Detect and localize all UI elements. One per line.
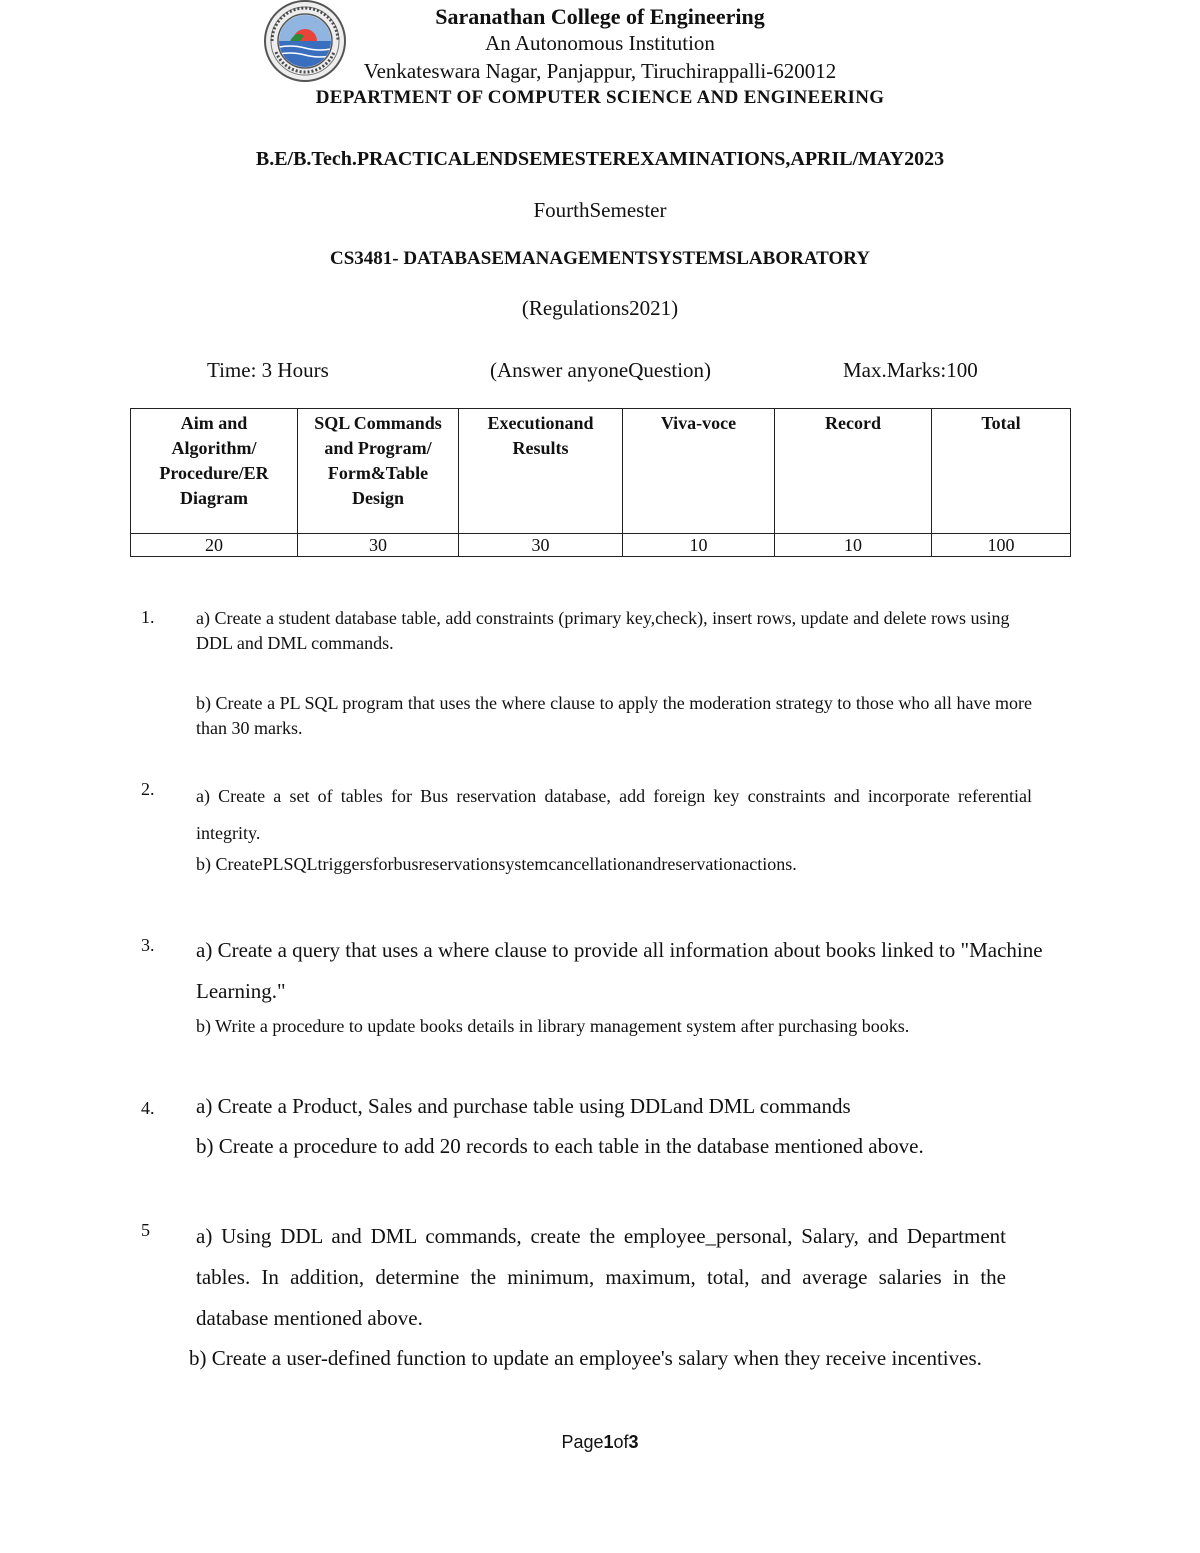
- question-part-b: b) Create a procedure to add 20 records to each table in the database mentioned above.: [196, 1134, 924, 1158]
- table-header-row: [131, 409, 1071, 534]
- table-cell: 10: [775, 534, 932, 557]
- page-total: 3: [628, 1432, 639, 1452]
- table-cell: 30: [459, 534, 623, 557]
- exam-title: B.E/B.Tech.PRACTICALENDSEMESTEREXAMINATIONS,APRIL/MAY2023: [255, 148, 945, 170]
- question-number: 1.: [141, 607, 155, 627]
- semester: FourthSemester: [533, 198, 667, 222]
- page-of: of: [613, 1432, 629, 1452]
- question-part-a: a) Create a set of tables for Bus reservation database, add foreign key constraints and incorporate referential integrity.: [196, 786, 1032, 843]
- exam-instruction: (Answer anyoneQuestion): [490, 358, 712, 382]
- table-cell: 10: [623, 534, 775, 557]
- marks-table: [130, 408, 1071, 557]
- table-header-cell: Total: [932, 409, 1071, 534]
- question-number: 4.: [141, 1098, 155, 1118]
- page-current: 1: [603, 1432, 614, 1452]
- question-number: 3.: [141, 935, 155, 955]
- table-header-cell: Viva-voce: [623, 409, 775, 534]
- table-header-cell: Aim and Algorithm/ Procedure/ER Diagram: [131, 409, 298, 534]
- table-cell: 20: [131, 534, 298, 557]
- college-name: Saranathan College of Engineering: [435, 4, 765, 29]
- question-number: 5: [141, 1220, 150, 1240]
- table-cell: 100: [932, 534, 1071, 557]
- question-number: 2.: [141, 779, 155, 799]
- table-header-cell: Executionand Results: [459, 409, 623, 534]
- regulations: (Regulations2021): [521, 296, 679, 320]
- table-header-cell: SQL Commands and Program/ Form&Table Design: [298, 409, 459, 534]
- question-part-a: a) Create a Product, Sales and purchase table using DDLand DML commands: [196, 1094, 851, 1118]
- table-row: [131, 534, 1071, 557]
- question-part-a: a) Using DDL and DML commands, create the employee_personal, Salary, and Department tables. In addition, determine the minimum, maximum, total, and average salaries in the database mentioned above.: [196, 1224, 1006, 1330]
- table-cell: 30: [298, 534, 459, 557]
- institution-type: An Autonomous Institution: [485, 31, 715, 55]
- page-label: Page: [561, 1432, 604, 1452]
- college-address: Venkateswara Nagar, Panjappur, Tiruchirappalli-620012: [363, 59, 837, 83]
- question-part-a: a) Create a student database table, add constraints (primary key,check), insert rows, update and delete rows using DDL and DML commands.: [196, 608, 1010, 653]
- question-part-b: b) Create a PL SQL program that uses the where clause to apply the moderation strategy to those who all have more than 30 marks.: [196, 693, 1032, 738]
- question-part-a: a) Create a query that uses a where clause to provide all information about books linked to "Machine Learning.": [196, 938, 1043, 1003]
- page-number: [0, 1432, 1200, 1453]
- course-title: CS3481- DATABASEMANAGEMENTSYSTEMSLABORATORY: [329, 248, 871, 269]
- table-header-cell: Record: [775, 409, 932, 534]
- department-name: DEPARTMENT OF COMPUTER SCIENCE AND ENGINEERING: [315, 87, 885, 108]
- question-part-b: b) Write a procedure to update books details in library management system after purchasing books.: [196, 1016, 910, 1036]
- exam-duration: Time: 3 Hours: [207, 358, 329, 382]
- question-part-b: b) CreatePLSQLtriggersforbusreservationsystemcancellationandreservationactions.: [196, 854, 797, 874]
- max-marks: Max.Marks:100: [843, 358, 978, 382]
- question-part-b: b) Create a user-defined function to update an employee's salary when they receive incentives.: [189, 1346, 982, 1370]
